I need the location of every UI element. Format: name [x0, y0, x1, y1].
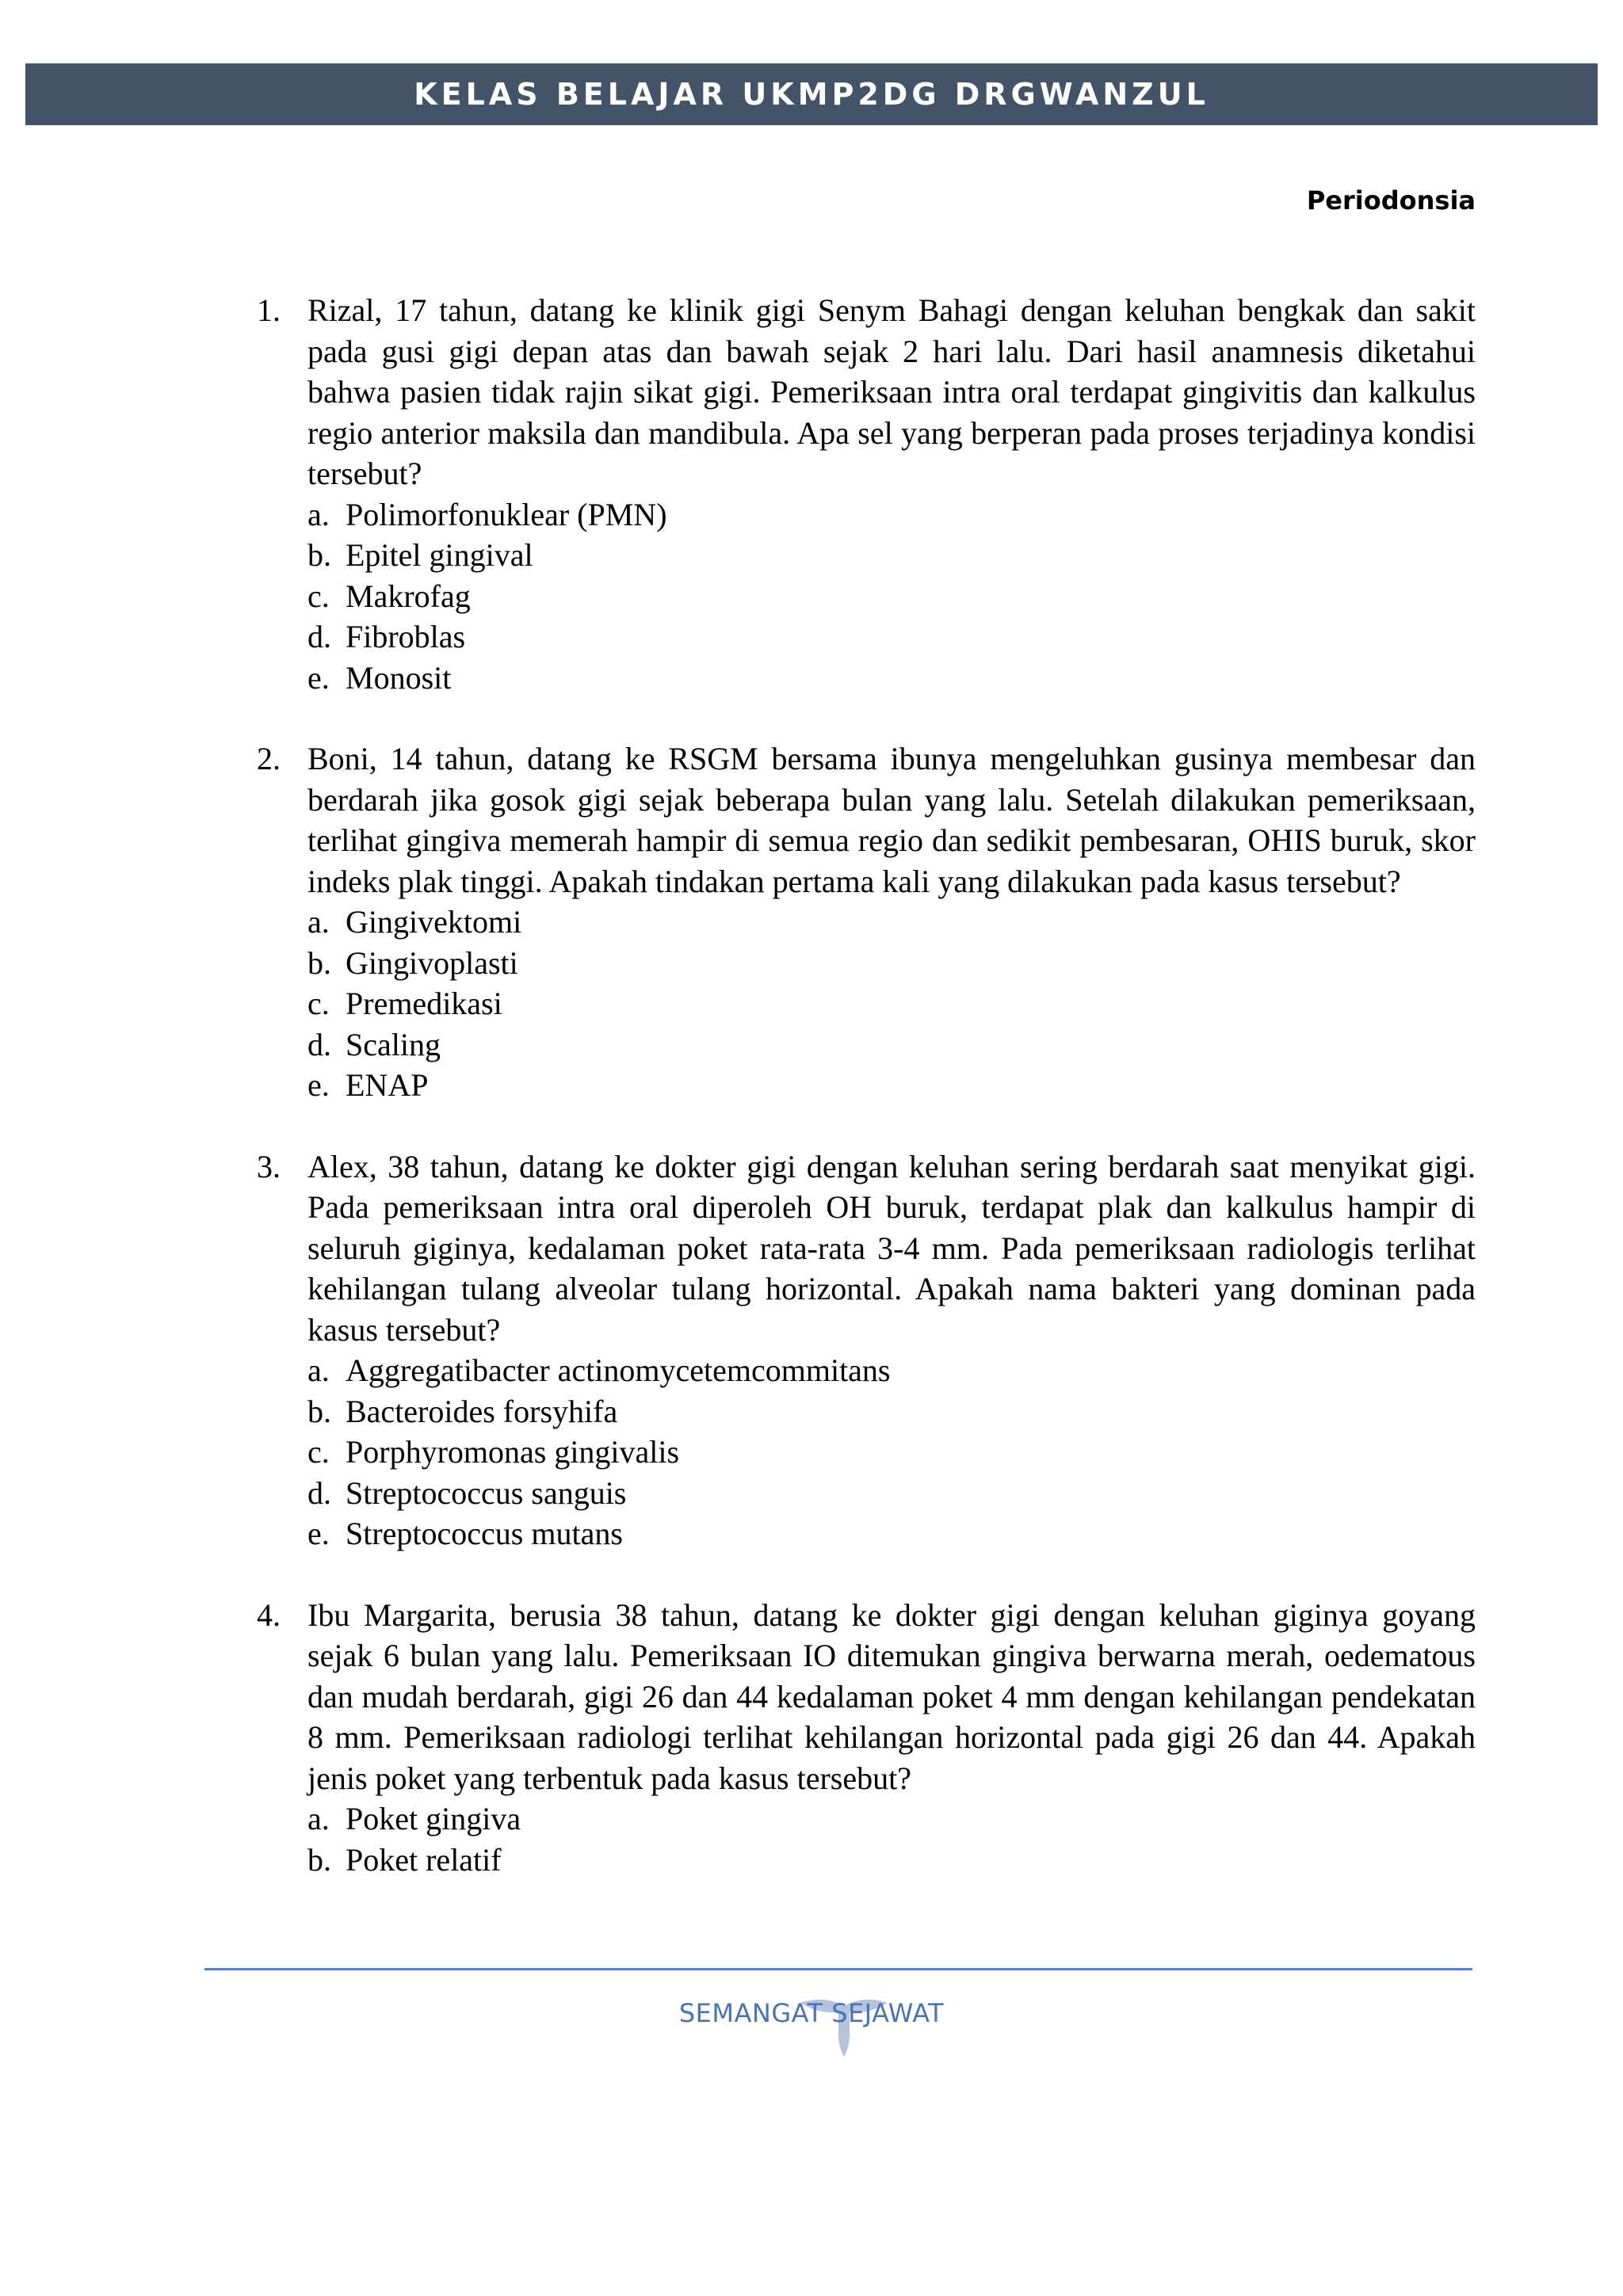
question-item	[257, 1595, 1476, 1881]
option-letter: a.	[307, 1801, 330, 1836]
option-text: Gingivoplasti	[346, 944, 518, 981]
option-text: Epitel gingival	[346, 537, 533, 573]
option-item	[307, 1473, 1476, 1514]
option-letter: d.	[307, 619, 331, 654]
question-number: 1.	[257, 292, 281, 328]
option-item	[307, 943, 1476, 984]
option-text: Premedikasi	[346, 986, 502, 1021]
question-text: Boni, 14 tahun, datang ke RSGM bersama ibunya mengeluhkan gusinya membesar dan berdarah jika gosok gigi sejak beberapa bulan yang lalu. Setelah dilakukan pemeriksaan, terlihat gingiva memerah hampir di semua regio dan sedikit pembesaran, OHIS buruk, skor indeks plak tinggi. Apakah tindakan pertama kali yang dilakukan pada kasus tersebut?	[307, 741, 1476, 899]
option-letter: c.	[307, 986, 330, 1021]
option-text: Fibroblas	[346, 619, 466, 654]
option-list	[307, 902, 1476, 1106]
option-letter: b.	[307, 537, 331, 573]
option-text: Gingivektomi	[346, 904, 522, 940]
option-letter: d.	[307, 1474, 331, 1511]
question-item	[257, 738, 1476, 1106]
option-text: Scaling	[346, 1026, 441, 1062]
option-text: Streptococcus mutans	[346, 1516, 623, 1551]
option-text: Poket relatif	[346, 1841, 502, 1878]
question-text: Rizal, 17 tahun, datang ke klinik gigi Senym Bahagi dengan keluhan bengkak dan sakit pada gusi gigi depan atas dan bawah sejak 2 hari lalu. Dari hasil anamnesis diketahui bahwa pasien tidak rajin sikat gigi. Pemeriksaan intra oral terdapat gingivitis dan kalkulus regio anterior maksila dan mandibula. Apa sel yang berperan pada proses terjadinya kondisi tersebut?	[307, 292, 1476, 491]
question-item	[257, 290, 1476, 698]
option-text: Aggregatibacter actinomycetemcommitans	[346, 1352, 891, 1388]
option-letter: a.	[307, 496, 330, 532]
option-list	[307, 1798, 1476, 1880]
option-item	[307, 983, 1476, 1024]
question-number: 4.	[257, 1596, 281, 1633]
option-letter: c.	[307, 1434, 330, 1470]
option-letter: e.	[307, 659, 330, 696]
option-text: Streptococcus sanguis	[346, 1474, 627, 1511]
option-item	[307, 1024, 1476, 1066]
question-number: 2.	[257, 741, 281, 776]
question-text: Ibu Margarita, berusia 38 tahun, datang ke dokter gigi dengan keluhan giginya goyang sejak 6 bulan yang lalu. Pemeriksaan IO ditemukan gingiva berwarna merah, oedematous dan mudah berdarah, gigi 26 dan 44 kedalaman poket 4 mm dengan kehilangan pendekatan 8 mm. Pemeriksaan radiologi terlihat kehilangan horizontal pada gigi 26 dan 44. Apakah jenis poket yang terbentuk pada kasus tersebut?	[307, 1596, 1476, 1796]
option-item	[307, 1391, 1476, 1432]
option-item	[307, 1840, 1476, 1881]
option-letter: d.	[307, 1026, 331, 1062]
option-letter: a.	[307, 1352, 330, 1388]
option-item	[307, 535, 1476, 576]
option-item	[307, 1513, 1476, 1554]
section-title: Periodonsia	[1306, 185, 1476, 215]
option-letter: b.	[307, 1841, 331, 1878]
option-text: Polimorfonuklear (PMN)	[346, 496, 667, 532]
option-item	[307, 576, 1476, 617]
option-item	[307, 902, 1476, 943]
option-text: Porphyromonas gingivalis	[346, 1434, 680, 1470]
footer-divider	[204, 1968, 1472, 1970]
option-item	[307, 1350, 1476, 1391]
option-list	[307, 1350, 1476, 1554]
option-item	[307, 1065, 1476, 1106]
option-letter: b.	[307, 1393, 331, 1429]
option-text: Bacteroides forsyhifa	[346, 1393, 618, 1429]
option-item	[307, 658, 1476, 699]
option-item	[307, 616, 1476, 658]
question-text: Alex, 38 tahun, datang ke dokter gigi dengan keluhan sering berdarah saat menyikat gigi. Pada pemeriksaan intra oral diperoleh OH buruk, terdapat plak dan kalkulus hampir di seluruh giginya, kedalaman poket rata-rata 3-4 mm. Pada pemeriksaan radiologis terlihat kehilangan tulang alveolar tulang horizontal. Apakah nama bakteri yang dominan pada kasus tersebut?	[307, 1148, 1476, 1348]
option-letter: c.	[307, 578, 330, 614]
option-item	[307, 1432, 1476, 1473]
option-letter: e.	[307, 1516, 330, 1551]
option-text: Monosit	[346, 659, 452, 696]
question-item	[257, 1146, 1476, 1554]
option-list	[307, 494, 1476, 699]
question-list	[257, 290, 1476, 1920]
option-letter: a.	[307, 904, 330, 940]
option-text: ENAP	[346, 1067, 429, 1103]
option-text: Makrofag	[346, 578, 471, 614]
header-bar	[25, 63, 1598, 125]
option-item	[307, 1798, 1476, 1840]
option-text: Poket gingiva	[346, 1801, 521, 1836]
header-title: KELAS BELAJAR UKMP2DG DRGWANZUL	[414, 77, 1209, 112]
footer-text: SEMANGAT SEJAWAT	[678, 1998, 945, 2028]
option-item	[307, 494, 1476, 536]
option-letter: e.	[307, 1067, 330, 1103]
question-number: 3.	[257, 1148, 281, 1184]
option-letter: b.	[307, 944, 331, 981]
